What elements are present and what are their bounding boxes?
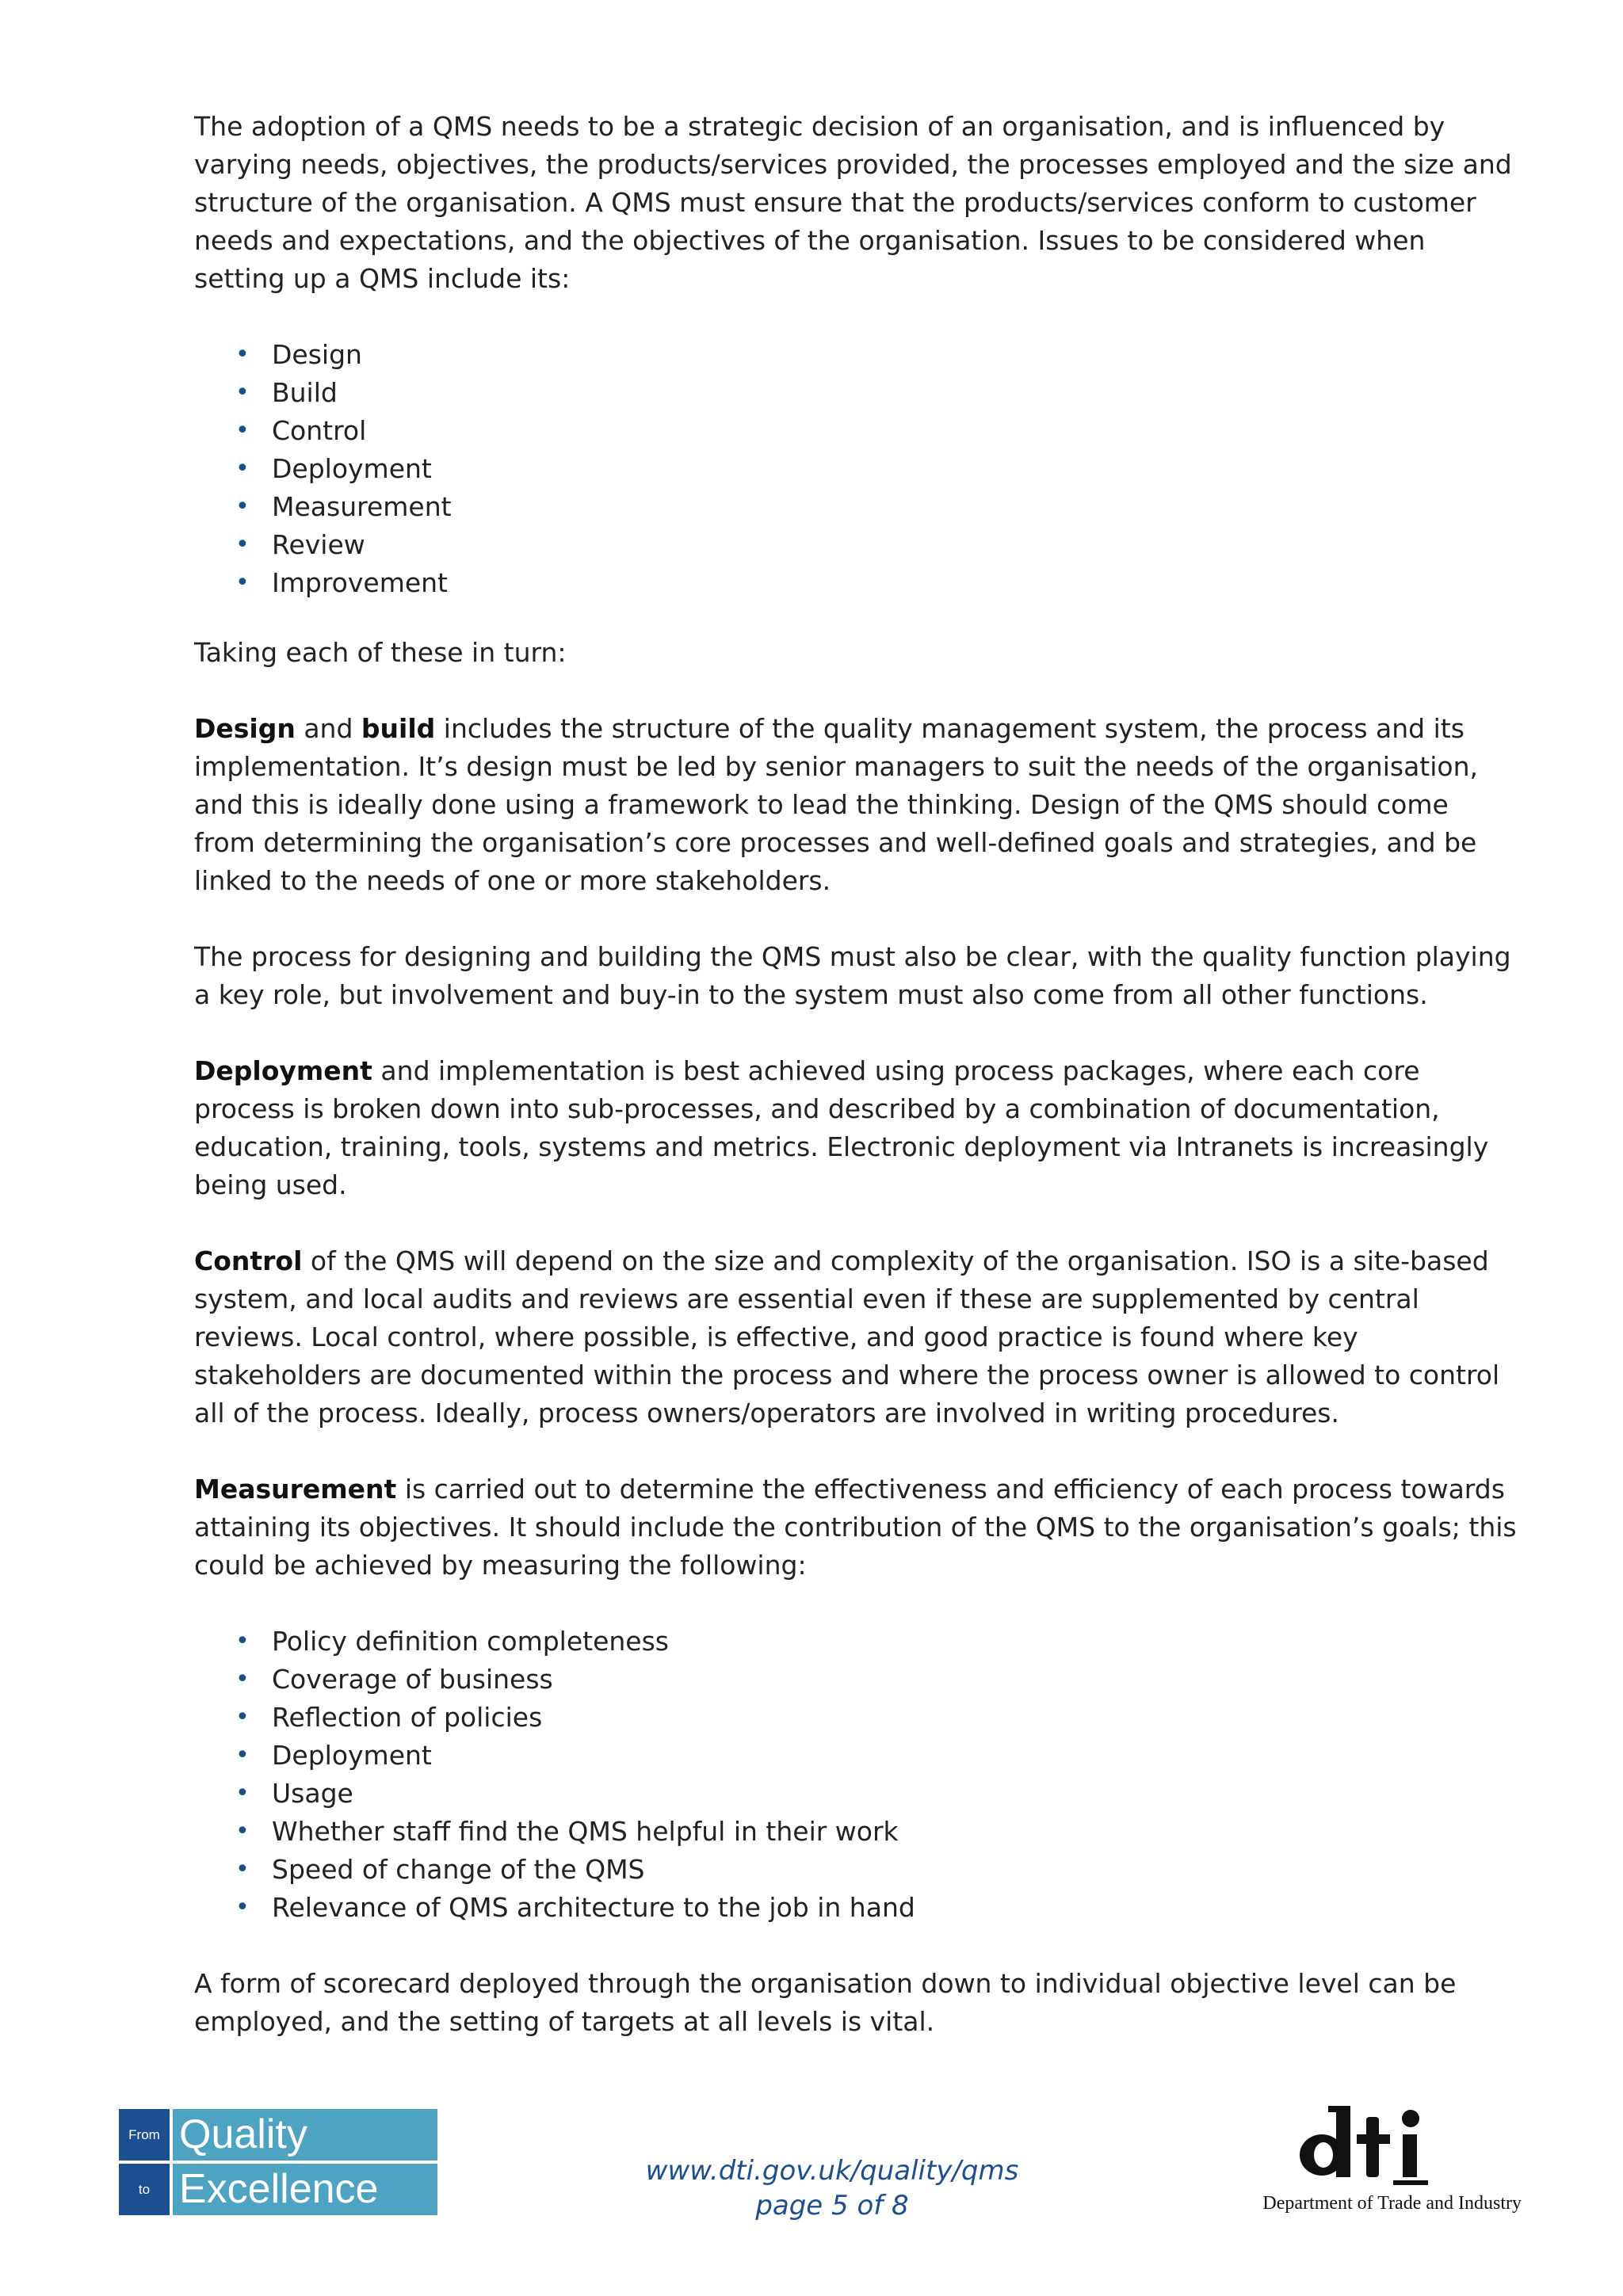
list-item: • Improvement [194,564,1518,602]
bold-term: Design [194,713,296,744]
list-item: • Control [194,412,1518,450]
dti-caption: Department of Trade and Industry [1262,2193,1522,2214]
list-item: • Relevance of QMS architecture to the job in hand [194,1889,1518,1927]
footer-url-link[interactable]: www.dti.gov.uk/quality/qms [645,2155,1019,2187]
issues-list [194,336,1518,602]
list-item: • Coverage of business [194,1661,1518,1699]
logo-excellence-label: Excellence [173,2164,437,2215]
paragraph-text: is carried out to determine the effectiveness and efficiency of each process towards attaining its objectives. It should include the contribution of the QMS to the organisation’s goals; this could be achieved by measuring the following: [194,1474,1517,1581]
intro-paragraph: The adoption of a QMS needs to be a strategic decision of an organisation, and is influenced by varying needs, objectives, the products/services provided, the processes employed and the size and structure of the organisation. A QMS must ensure that the products/services conform to customer needs and expectations, and the objectives of the organisation. Issues to be considered when setting up a QMS include its: [194,111,1512,294]
bold-term: Deployment [194,1055,372,1086]
document-body [194,108,1518,2041]
logo-row-excellence [119,2164,437,2215]
list-item: • Policy definition completeness [194,1623,1518,1661]
paragraph-text: of the QMS will depend on the size and complexity of the organisation. ISO is a site-based system, and local audits and reviews are essential even if these are supplemented by central reviews. Local control, where possible, is effective, and good practice is found where key stakeholders are documented within the process and where the process owner is allowed to control all of the process. Ideally, process owners/operators are involved in writing procedures. [194,1245,1500,1428]
measurement-paragraph [194,1470,1518,1585]
logo-from-label: From [119,2109,170,2161]
page-number: page 5 of 8 [755,2190,909,2222]
design-build-paragraph [194,710,1518,900]
list-item: • Speed of change of the QMS [194,1851,1518,1889]
connector-text: and [295,713,361,744]
bold-term: Measurement [194,1474,397,1505]
list-item: • Whether staff find the QMS helpful in their work [194,1813,1518,1851]
measurement-list [194,1623,1518,1927]
list-item: • Design [194,336,1518,374]
process-paragraph: The process for designing and building the QMS must also be clear, with the quality function playing a key role, but involvement and buy-in to the system must also come from all other functions. [194,941,1511,1010]
logo-row-quality [119,2109,437,2161]
list-item: • Measurement [194,488,1518,526]
list-item: • Review [194,526,1518,564]
footer-center [555,2153,1109,2223]
bold-term: Control [194,1245,303,1276]
paragraph-text: includes the structure of the quality management system, the process and its implementation. It’s design must be led by senior managers to suit the needs of the organisation, and this is ideally done using a framework to lead the thinking. Design of the QMS should come from determining the organisation’s core processes and well-defined goals and strategies, and be linked to the needs of one or more stakeholders. [194,713,1478,896]
logo-to-label: to [119,2164,170,2215]
taking-each-paragraph: Taking each of these in turn: [194,637,567,668]
list-item: • Deployment [194,1737,1518,1775]
list-item: • Build [194,374,1518,412]
logo-quality-label: Quality [173,2109,437,2161]
quality-excellence-logo [119,2109,437,2215]
list-item: • Reflection of policies [194,1699,1518,1737]
paragraph-text: and implementation is best achieved using process packages, where each core process is broken down into sub-processes, and described by a combination of documentation, education, training, tools, systems and metrics. Electronic deployment via Intranets is increasingly being used. [194,1055,1489,1200]
deployment-paragraph [194,1052,1518,1204]
bold-term: build [361,713,436,744]
dti-logo [1205,2100,1522,2226]
dti-logo-mark-icon [1292,2100,1450,2187]
list-item: • Deployment [194,450,1518,488]
scorecard-paragraph: A form of scorecard deployed through the organisation down to individual objective level can be employed, and the setting of targets at all levels is vital. [194,1968,1457,2037]
control-paragraph [194,1242,1518,1432]
list-item: • Usage [194,1775,1518,1813]
